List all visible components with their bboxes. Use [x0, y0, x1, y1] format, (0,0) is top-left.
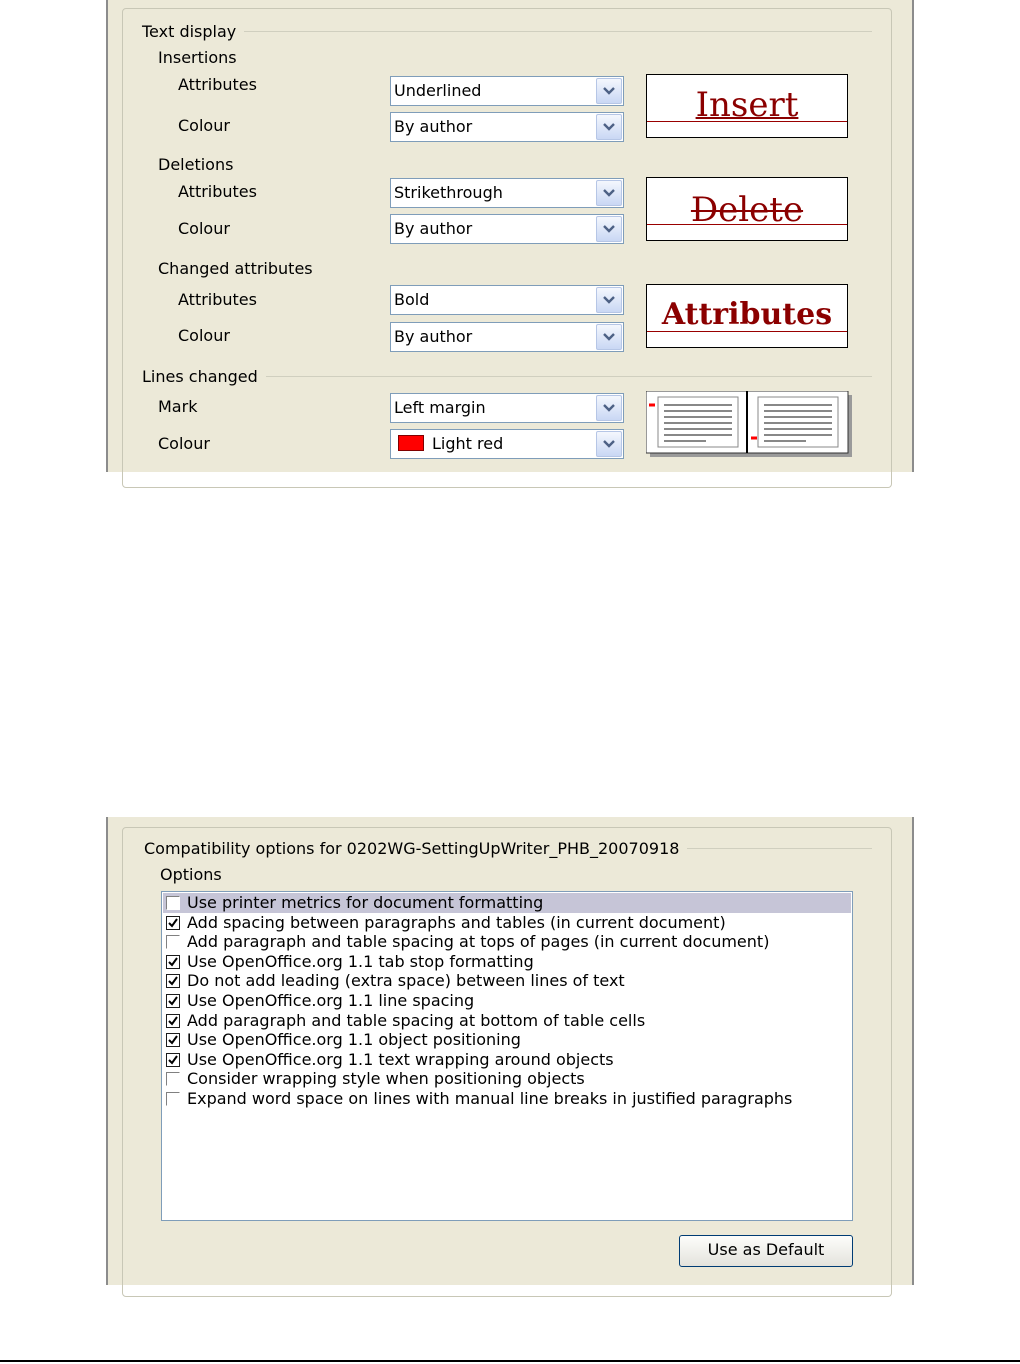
- insertions-heading: Insertions: [158, 48, 237, 67]
- page-footer-rule: [0, 1360, 1020, 1362]
- check-icon: [168, 1055, 178, 1065]
- text-display-title: Text display: [142, 21, 237, 41]
- option-row[interactable]: [163, 952, 851, 972]
- lines-colour-select[interactable]: [390, 429, 624, 459]
- section-divider: [244, 31, 872, 32]
- chevron-down-icon[interactable]: [596, 431, 622, 457]
- chevron-down-icon[interactable]: [596, 395, 622, 421]
- option-label: Add spacing between paragraphs and tables (in current document): [187, 912, 726, 932]
- checkbox-checked[interactable]: [166, 974, 180, 988]
- checkbox-unchecked[interactable]: [166, 935, 180, 949]
- lines-colour-value: Light red: [432, 434, 504, 453]
- changed-attributes-colour-label: [178, 326, 230, 346]
- option-row[interactable]: [163, 913, 851, 933]
- option-row[interactable]: [163, 1069, 851, 1089]
- check-icon: [168, 918, 178, 928]
- deletions-colour-label-text: Colour: [178, 219, 230, 238]
- option-row[interactable]: [163, 1089, 851, 1109]
- changed-attributes-colour-select[interactable]: [390, 322, 624, 352]
- deletions-attributes-label: [178, 182, 257, 202]
- changes-options-panel: [106, 0, 914, 472]
- insertions-preview-text: Insert: [695, 85, 799, 125]
- lines-changed-section: [142, 366, 872, 386]
- changed-attributes-colour-label-text: Colour: [178, 326, 230, 345]
- insertions-attributes-select[interactable]: [390, 76, 624, 106]
- option-row[interactable]: [163, 893, 851, 913]
- checkbox-checked[interactable]: [166, 994, 180, 1008]
- changed-attributes-attributes-value: Bold: [394, 290, 430, 309]
- option-label: Use OpenOffice.org 1.1 tab stop formatting: [187, 951, 534, 971]
- use-as-default-button[interactable]: [679, 1235, 853, 1267]
- option-label: Add paragraph and table spacing at bottom of table cells: [187, 1010, 646, 1030]
- checkbox-unchecked[interactable]: [166, 1072, 180, 1086]
- insertions-colour-label: [178, 116, 230, 136]
- changed-attributes-preview: [646, 284, 848, 348]
- insertions-attributes-value: Underlined: [394, 81, 482, 100]
- options-label: [160, 865, 222, 885]
- check-icon: [168, 1016, 178, 1026]
- mark-label: [158, 397, 197, 417]
- insertions-colour-select[interactable]: [390, 112, 624, 142]
- changed-attributes-colour-value: By author: [394, 327, 473, 346]
- use-as-default-label: Use as Default: [707, 1240, 825, 1259]
- check-icon: [168, 976, 178, 986]
- text-display-section: [142, 21, 872, 41]
- option-label: Do not add leading (extra space) between lines of text: [187, 971, 625, 991]
- option-label: Expand word space on lines with manual line breaks in justified paragraphs: [187, 1089, 793, 1108]
- compatibility-title: Compatibility options for 0202WG-SettingUpWriter_PHB_20070918: [144, 838, 680, 858]
- insertions-preview: [646, 74, 848, 138]
- check-icon: [168, 957, 178, 967]
- deletions-colour-label: [178, 219, 230, 239]
- mark-select[interactable]: [390, 393, 624, 423]
- chevron-down-icon[interactable]: [596, 216, 622, 242]
- section-divider: [687, 848, 872, 849]
- check-icon: [168, 1035, 178, 1045]
- option-label: Use OpenOffice.org 1.1 line spacing: [187, 991, 475, 1010]
- compatibility-section: [144, 838, 872, 858]
- option-row[interactable]: [163, 1011, 851, 1031]
- deletions-preview: [646, 177, 848, 241]
- options-label-text: Options: [160, 865, 222, 884]
- checkbox-checked[interactable]: [166, 1053, 180, 1067]
- changed-attributes-attributes-select[interactable]: [390, 285, 624, 315]
- checkbox-checked[interactable]: [166, 1014, 180, 1028]
- mark-label-text: Mark: [158, 397, 198, 416]
- compatibility-panel: [106, 817, 914, 1285]
- deletions-attributes-select[interactable]: [390, 178, 624, 208]
- checkbox-checked[interactable]: [166, 955, 180, 969]
- section-divider: [266, 376, 872, 377]
- compatibility-options-list[interactable]: [161, 891, 853, 1221]
- option-row[interactable]: [163, 1030, 851, 1050]
- chevron-down-icon[interactable]: [596, 287, 622, 313]
- lines-colour-label-text: Colour: [158, 434, 210, 453]
- lines-colour-label: [158, 434, 210, 454]
- lines-changed-title: Lines changed: [142, 366, 258, 386]
- changed-attributes-preview-text: Attributes: [661, 297, 833, 332]
- option-row[interactable]: [163, 1050, 851, 1070]
- page-margin-preview-icon: [646, 391, 856, 461]
- lines-colour-value-wrap: [394, 430, 503, 458]
- checkbox-unchecked[interactable]: [166, 1092, 180, 1106]
- insertions-attributes-label-text: Attributes: [178, 75, 257, 94]
- mark-value: Left margin: [394, 398, 486, 417]
- insertions-attributes-label: [178, 75, 257, 95]
- changed-attributes-attributes-label: [178, 290, 257, 310]
- deletions-preview-text: Delete: [690, 190, 804, 230]
- option-label: Add paragraph and table spacing at tops of pages (in current document): [187, 932, 770, 952]
- option-row[interactable]: [163, 991, 851, 1011]
- changed-attributes-heading: Changed attributes: [158, 259, 313, 278]
- option-label: Consider wrapping style when positioning objects: [187, 1069, 585, 1089]
- deletions-colour-select[interactable]: [390, 214, 624, 244]
- chevron-down-icon[interactable]: [596, 114, 622, 140]
- checkbox-unchecked[interactable]: [166, 896, 180, 910]
- deletions-attributes-value: Strikethrough: [394, 183, 503, 202]
- checkbox-checked[interactable]: [166, 1033, 180, 1047]
- option-label: Use printer metrics for document formatting: [187, 893, 544, 912]
- checkbox-checked[interactable]: [166, 916, 180, 930]
- insertions-colour-value: By author: [394, 117, 473, 136]
- deletions-heading: Deletions: [158, 155, 234, 174]
- deletions-colour-value: By author: [394, 219, 473, 238]
- changed-attributes-attributes-label-text: Attributes: [178, 290, 257, 309]
- option-label: Use OpenOffice.org 1.1 text wrapping around objects: [187, 1049, 614, 1069]
- chevron-down-icon[interactable]: [596, 78, 622, 104]
- chevron-down-icon[interactable]: [596, 180, 622, 206]
- insertions-colour-label-text: Colour: [178, 116, 230, 135]
- chevron-down-icon[interactable]: [596, 324, 622, 350]
- option-label: Use OpenOffice.org 1.1 object positioning: [187, 1030, 521, 1050]
- check-icon: [168, 996, 178, 1006]
- option-row[interactable]: [163, 971, 851, 991]
- colour-swatch: [398, 435, 424, 451]
- deletions-attributes-label-text: Attributes: [178, 182, 257, 201]
- option-row[interactable]: [163, 932, 851, 952]
